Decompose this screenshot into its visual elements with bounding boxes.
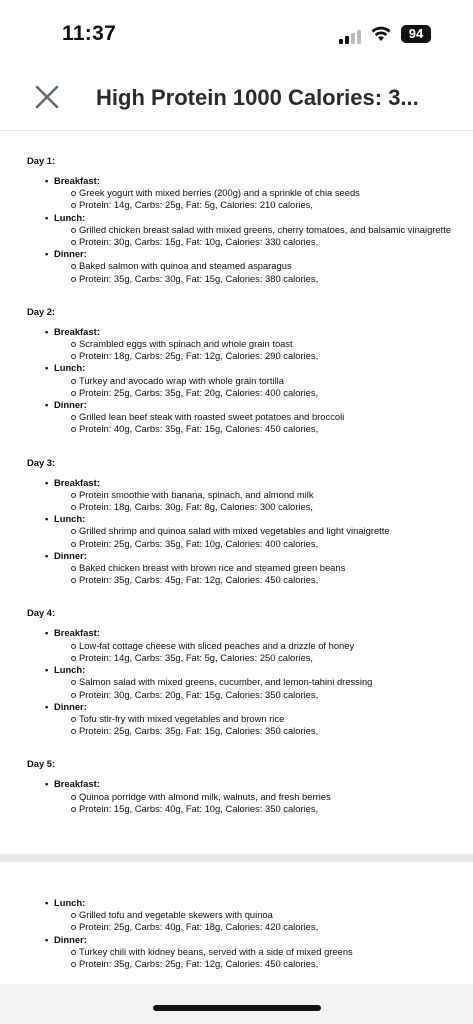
meal-nutrition: Protein: 14g, Carbs: 25g, Fat: 5g, Calories: 210 calories,	[0, 199, 473, 211]
meal-label-text: Lunch:	[54, 211, 86, 223]
meal-nutrition: Protein: 25g, Carbs: 35g, Fat: 10g, Calories: 400 calories,	[0, 538, 473, 550]
meal-item	[0, 778, 473, 815]
meal-nutrition: Protein: 40g, Carbs: 35g, Fat: 15g, Calories: 450 calories,	[0, 423, 473, 435]
meal-description: Turkey and avocado wrap with whole grain tortilla	[0, 375, 473, 387]
meal-label-text: Dinner:	[54, 549, 87, 561]
meal-label-text: Lunch:	[54, 897, 86, 908]
meal-description: Grilled tofu and vegetable skewers with quinoa	[0, 909, 473, 921]
meal-description: Grilled lean beef steak with roasted sweet potatoes and broccoli	[0, 411, 473, 423]
meal-item	[0, 175, 473, 212]
meal-label-text: Dinner:	[54, 399, 87, 411]
meal-label	[0, 778, 473, 790]
meal-label	[0, 627, 473, 639]
meal-nutrition: Protein: 15g, Carbs: 40g, Fat: 10g, Calories: 350 calories,	[0, 803, 473, 815]
meal-label	[0, 326, 473, 338]
meal-item	[0, 326, 473, 363]
meal-label-text: Breakfast:	[54, 778, 100, 790]
meal-label-text: Dinner:	[54, 248, 87, 260]
bottom-bar	[0, 984, 473, 1024]
meal-item	[0, 701, 473, 738]
close-icon[interactable]	[34, 84, 60, 110]
meal-label-text: Dinner:	[54, 700, 87, 712]
meal-description: Quinoa porridge with almond milk, walnuts, and fresh berries	[0, 791, 473, 803]
meal-label-text: Lunch:	[54, 664, 86, 676]
meal-nutrition: Protein: 25g, Carbs: 35g, Fat: 20g, Calories: 400 calories,	[0, 387, 473, 399]
meal-label-text: Lunch:	[54, 362, 86, 374]
meal-list	[0, 477, 473, 587]
battery-icon: 94	[401, 25, 431, 43]
meal-label	[0, 477, 473, 489]
meal-nutrition: Protein: 30g, Carbs: 15g, Fat: 10g, Calories: 330 calories,	[0, 236, 473, 248]
meal-label-text: Lunch:	[54, 513, 86, 525]
meal-item	[0, 248, 473, 285]
meal-list	[0, 627, 473, 737]
status-bar	[0, 0, 473, 70]
meal-label-text: Breakfast:	[54, 325, 100, 337]
meal-description: Grilled shrimp and quinoa salad with mixed vegetables and light vinaigrette	[0, 525, 473, 537]
day-heading: Day 3:	[27, 456, 56, 468]
meal-item	[0, 897, 473, 934]
meal-item	[0, 550, 473, 587]
status-time: 11:37	[62, 22, 117, 45]
meal-item	[0, 362, 473, 399]
meal-label	[0, 897, 473, 909]
meal-nutrition: Protein: 18g, Carbs: 30g, Fat: 8g, Calories: 300 calories,	[0, 501, 473, 513]
meal-plan-content-continued	[0, 897, 473, 970]
day-section	[0, 758, 473, 815]
meal-label	[0, 664, 473, 676]
meal-label	[0, 175, 473, 187]
day-section	[0, 155, 473, 285]
day-heading: Day 5:	[27, 758, 56, 770]
cellular-signal-icon	[339, 28, 363, 44]
meal-nutrition: Protein: 35g, Carbs: 25g, Fat: 12g, Calories: 450 calories,	[0, 958, 473, 970]
wifi-icon	[370, 24, 392, 42]
meal-description: Baked salmon with quinoa and steamed asparagus	[0, 260, 473, 272]
meal-description: Scrambled eggs with spinach and whole grain toast	[0, 338, 473, 350]
meal-description: Greek yogurt with mixed berries (200g) and a sprinkle of chia seeds	[0, 187, 473, 199]
meal-description: Salmon salad with mixed greens, cucumber, and lemon-tahini dressing	[0, 676, 473, 688]
meal-label	[0, 701, 473, 713]
meal-item	[0, 513, 473, 550]
navigation-bar	[0, 70, 473, 131]
day-section	[0, 457, 473, 587]
page-title: High Protein 1000 Calories: 3...	[96, 85, 419, 110]
meal-plan-content	[0, 155, 473, 855]
meal-description: Protein smoothie with banana, spinach, and almond milk	[0, 489, 473, 501]
meal-description: Grilled chicken breast salad with mixed greens, cherry tomatoes, and balsamic vinaigrette	[0, 224, 473, 236]
home-indicator[interactable]	[153, 1005, 321, 1011]
meal-label	[0, 248, 473, 260]
meal-description: Low-fat cottage cheese with sliced peaches and a drizzle of honey	[0, 640, 473, 652]
meal-nutrition: Protein: 25g, Carbs: 35g, Fat: 15g, Calories: 350 calories,	[0, 725, 473, 737]
meal-nutrition: Protein: 18g, Carbs: 25g, Fat: 12g, Calories: 290 calories,	[0, 350, 473, 362]
day-heading: Day 1:	[27, 155, 56, 166]
day-section	[0, 607, 473, 737]
meal-item	[0, 934, 473, 971]
meal-label	[0, 362, 473, 374]
meal-nutrition: Protein: 25g, Carbs: 40g, Fat: 18g, Calories: 420 calories,	[0, 921, 473, 933]
meal-label	[0, 934, 473, 946]
meal-description: Turkey chili with kidney beans, served with a side of mixed greens	[0, 946, 473, 958]
meal-label-text: Breakfast:	[54, 175, 100, 186]
meal-nutrition: Protein: 30g, Carbs: 20g, Fat: 15g, Calories: 350 calories,	[0, 689, 473, 701]
meal-description: Tofu stir-fry with mixed vegetables and brown rice	[0, 713, 473, 725]
meal-label-text: Dinner:	[54, 933, 87, 945]
meal-nutrition: Protein: 35g, Carbs: 45g, Fat: 12g, Calories: 450 calories,	[0, 574, 473, 586]
meal-label-text: Breakfast:	[54, 627, 100, 639]
meal-label	[0, 212, 473, 224]
meal-item	[0, 399, 473, 436]
meal-item	[0, 212, 473, 249]
meal-list	[0, 326, 473, 436]
page-separator	[0, 854, 473, 862]
meal-item	[0, 477, 473, 514]
meal-nutrition: Protein: 35g, Carbs: 30g, Fat: 15g, Calories: 380 calories,	[0, 273, 473, 285]
meal-nutrition: Protein: 14g, Carbs: 35g, Fat: 5g, Calories: 250 calories,	[0, 652, 473, 664]
meal-label-text: Breakfast:	[54, 476, 100, 488]
meal-label	[0, 513, 473, 525]
day-heading: Day 4:	[27, 607, 56, 619]
meal-label	[0, 399, 473, 411]
meal-item	[0, 627, 473, 664]
meal-description: Baked chicken breast with brown rice and steamed green beans	[0, 562, 473, 574]
meal-list	[0, 175, 473, 285]
meal-list	[0, 778, 473, 815]
day-heading: Day 2:	[27, 305, 56, 317]
meal-label	[0, 550, 473, 562]
meal-item	[0, 664, 473, 701]
day-section	[0, 306, 473, 436]
